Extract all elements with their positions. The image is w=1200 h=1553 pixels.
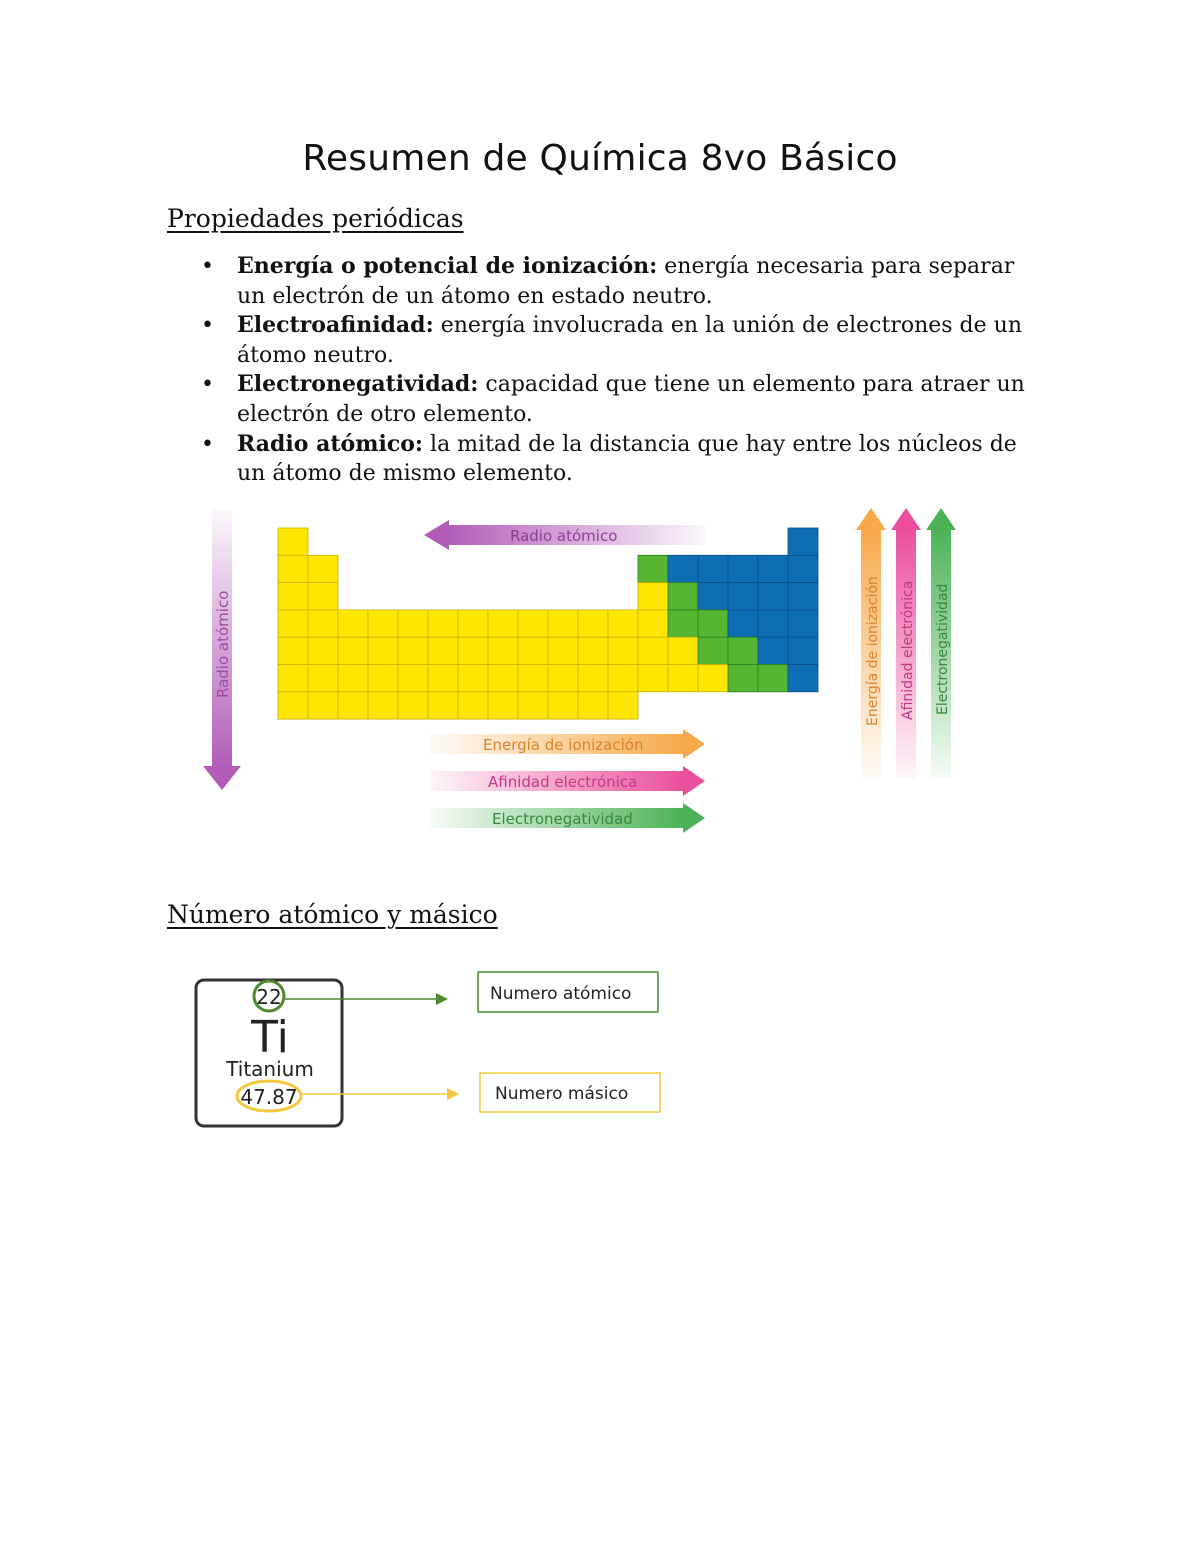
list-item: [167, 311, 1047, 370]
periodic-cell: [518, 665, 548, 692]
radio-horizontal-arrow: [424, 520, 705, 550]
bullet-icon: •: [201, 254, 214, 279]
bullet-icon: •: [201, 372, 214, 398]
periodic-cell: [488, 665, 518, 692]
periodic-cell: [578, 692, 608, 719]
periodic-cell: [308, 583, 338, 610]
periodic-cell: [758, 555, 788, 582]
atomic-number: 22: [256, 985, 282, 1009]
electroneg-vertical-label: Electronegatividad: [935, 583, 951, 715]
definitions-list: [167, 252, 1047, 489]
periodic-cell: [758, 637, 788, 664]
definition-text: capacidad que tiene un elemento para atraer un electrón de otro elemento.: [237, 372, 1025, 427]
atomic-mass: 47.87: [240, 1085, 298, 1109]
periodic-cell: [338, 637, 368, 664]
section-heading-propiedades: Propiedades periódicas: [167, 204, 464, 233]
electroneg-vertical-arrow: [926, 508, 956, 778]
periodic-cell: [578, 610, 608, 637]
periodic-cell: [368, 610, 398, 637]
periodic-cell: [698, 665, 728, 692]
periodic-cell: [278, 610, 308, 637]
periodic-table-grid: [278, 528, 818, 719]
list-item: [167, 252, 1047, 311]
periodic-cell: [428, 692, 458, 719]
periodic-cell: [698, 610, 728, 637]
periodic-cell: [788, 555, 818, 582]
periodic-cell: [578, 637, 608, 664]
periodic-cell: [728, 610, 758, 637]
atomic-number-label: Numero atómico: [490, 984, 632, 1004]
periodic-cell: [758, 665, 788, 692]
periodic-cell: [698, 555, 728, 582]
periodic-cell: [788, 610, 818, 637]
periodic-cell: [458, 610, 488, 637]
periodic-cell: [638, 555, 668, 582]
periodic-cell: [278, 637, 308, 664]
periodic-cell: [788, 528, 818, 555]
periodic-cell: [278, 528, 308, 555]
periodic-cell: [728, 555, 758, 582]
definition-text: energía necesaria para separar un electrón de un átomo en estado neutro.: [237, 254, 1015, 309]
afinidad-vertical-arrow: [891, 508, 921, 778]
periodic-cell: [308, 637, 338, 664]
section-heading-numero: Número atómico y másico: [167, 900, 498, 929]
definition-text: energía involucrada en la unión de electrones de un átomo neutro.: [237, 313, 1022, 368]
periodic-cell: [608, 610, 638, 637]
periodic-cell: [308, 665, 338, 692]
periodic-cell: [668, 665, 698, 692]
periodic-cell: [638, 583, 668, 610]
periodic-cell: [668, 583, 698, 610]
electroneg-horizontal-arrow: [430, 803, 705, 833]
periodic-cell: [458, 637, 488, 664]
radio-horizontal-label: Radio atómico: [510, 527, 618, 545]
periodic-cell: [788, 583, 818, 610]
periodic-cell: [518, 610, 548, 637]
radio-vertical-label: Radio atómico: [214, 590, 232, 698]
periodic-cell: [668, 637, 698, 664]
definition-term: Electronegatividad:: [237, 371, 479, 398]
periodic-cell: [638, 610, 668, 637]
periodic-trends-svg: [195, 500, 985, 845]
periodic-cell: [548, 665, 578, 692]
atomic-arrow-icon: [436, 993, 448, 1005]
periodic-cell: [428, 665, 458, 692]
periodic-cell: [518, 637, 548, 664]
periodic-cell: [338, 665, 368, 692]
periodic-cell: [368, 665, 398, 692]
periodic-cell: [698, 637, 728, 664]
periodic-cell: [668, 555, 698, 582]
periodic-cell: [548, 637, 578, 664]
definition-term: Electroafinidad:: [237, 312, 434, 339]
periodic-cell: [308, 610, 338, 637]
definition-term: Radio atómico:: [237, 430, 424, 457]
periodic-cell: [728, 665, 758, 692]
ionizacion-vertical-arrow: [856, 508, 886, 778]
bullet-icon: •: [201, 313, 214, 339]
periodic-cell: [398, 665, 428, 692]
periodic-cell: [758, 610, 788, 637]
periodic-cell: [728, 637, 758, 664]
periodic-trends-figure: [195, 500, 985, 845]
periodic-cell: [608, 637, 638, 664]
periodic-cell: [278, 665, 308, 692]
periodic-cell: [578, 665, 608, 692]
periodic-cell: [458, 665, 488, 692]
periodic-cell: [278, 583, 308, 610]
periodic-cell: [488, 692, 518, 719]
list-item: [167, 430, 1047, 489]
ionizacion-vertical-label: Energía de ionización: [865, 576, 881, 726]
ionizacion-horizontal-label: Energía de ionización: [483, 736, 644, 754]
periodic-cell: [488, 637, 518, 664]
periodic-cell: [518, 692, 548, 719]
list-item: [167, 370, 1047, 429]
periodic-cell: [428, 637, 458, 664]
bullet-icon: •: [201, 431, 214, 457]
periodic-cell: [698, 583, 728, 610]
periodic-cell: [728, 583, 758, 610]
afinidad-horizontal-label: Afinidad electrónica: [488, 773, 638, 791]
definition-term: Energía o potencial de ionización:: [237, 253, 658, 279]
afinidad-vertical-label: Afinidad electrónica: [900, 580, 916, 720]
periodic-cell: [758, 583, 788, 610]
periodic-cell: [788, 665, 818, 692]
radio-vertical-arrow: [203, 510, 241, 790]
periodic-cell: [608, 665, 638, 692]
periodic-cell: [278, 555, 308, 582]
periodic-cell: [548, 610, 578, 637]
periodic-cell: [428, 610, 458, 637]
element-tile-svg: [190, 965, 680, 1135]
periodic-cell: [338, 610, 368, 637]
periodic-cell: [278, 692, 308, 719]
periodic-cell: [548, 692, 578, 719]
periodic-cell: [398, 610, 428, 637]
periodic-cell: [338, 692, 368, 719]
periodic-cell: [668, 610, 698, 637]
mass-arrow-icon: [447, 1088, 459, 1100]
periodic-cell: [368, 637, 398, 664]
periodic-cell: [398, 637, 428, 664]
periodic-cell: [638, 637, 668, 664]
element-symbol: Ti: [251, 1012, 289, 1063]
periodic-cell: [368, 692, 398, 719]
afinidad-horizontal-arrow: [430, 766, 705, 796]
mass-number-label: Numero másico: [495, 1084, 629, 1104]
periodic-cell: [308, 692, 338, 719]
periodic-cell: [788, 637, 818, 664]
definition-text: la mitad de la distancia que hay entre los núcleos de un átomo de mismo elemento.: [237, 431, 1017, 487]
element-name: Titanium: [226, 1057, 314, 1081]
periodic-cell: [308, 555, 338, 582]
ionizacion-horizontal-arrow: [430, 729, 705, 759]
periodic-cell: [608, 692, 638, 719]
electroneg-horizontal-label: Electronegatividad: [492, 810, 633, 828]
document-title: Resumen de Química 8vo Básico: [302, 138, 898, 179]
periodic-cell: [398, 692, 428, 719]
element-tile-figure: [190, 965, 680, 1135]
periodic-cell: [458, 692, 488, 719]
periodic-cell: [638, 665, 668, 692]
periodic-cell: [488, 610, 518, 637]
